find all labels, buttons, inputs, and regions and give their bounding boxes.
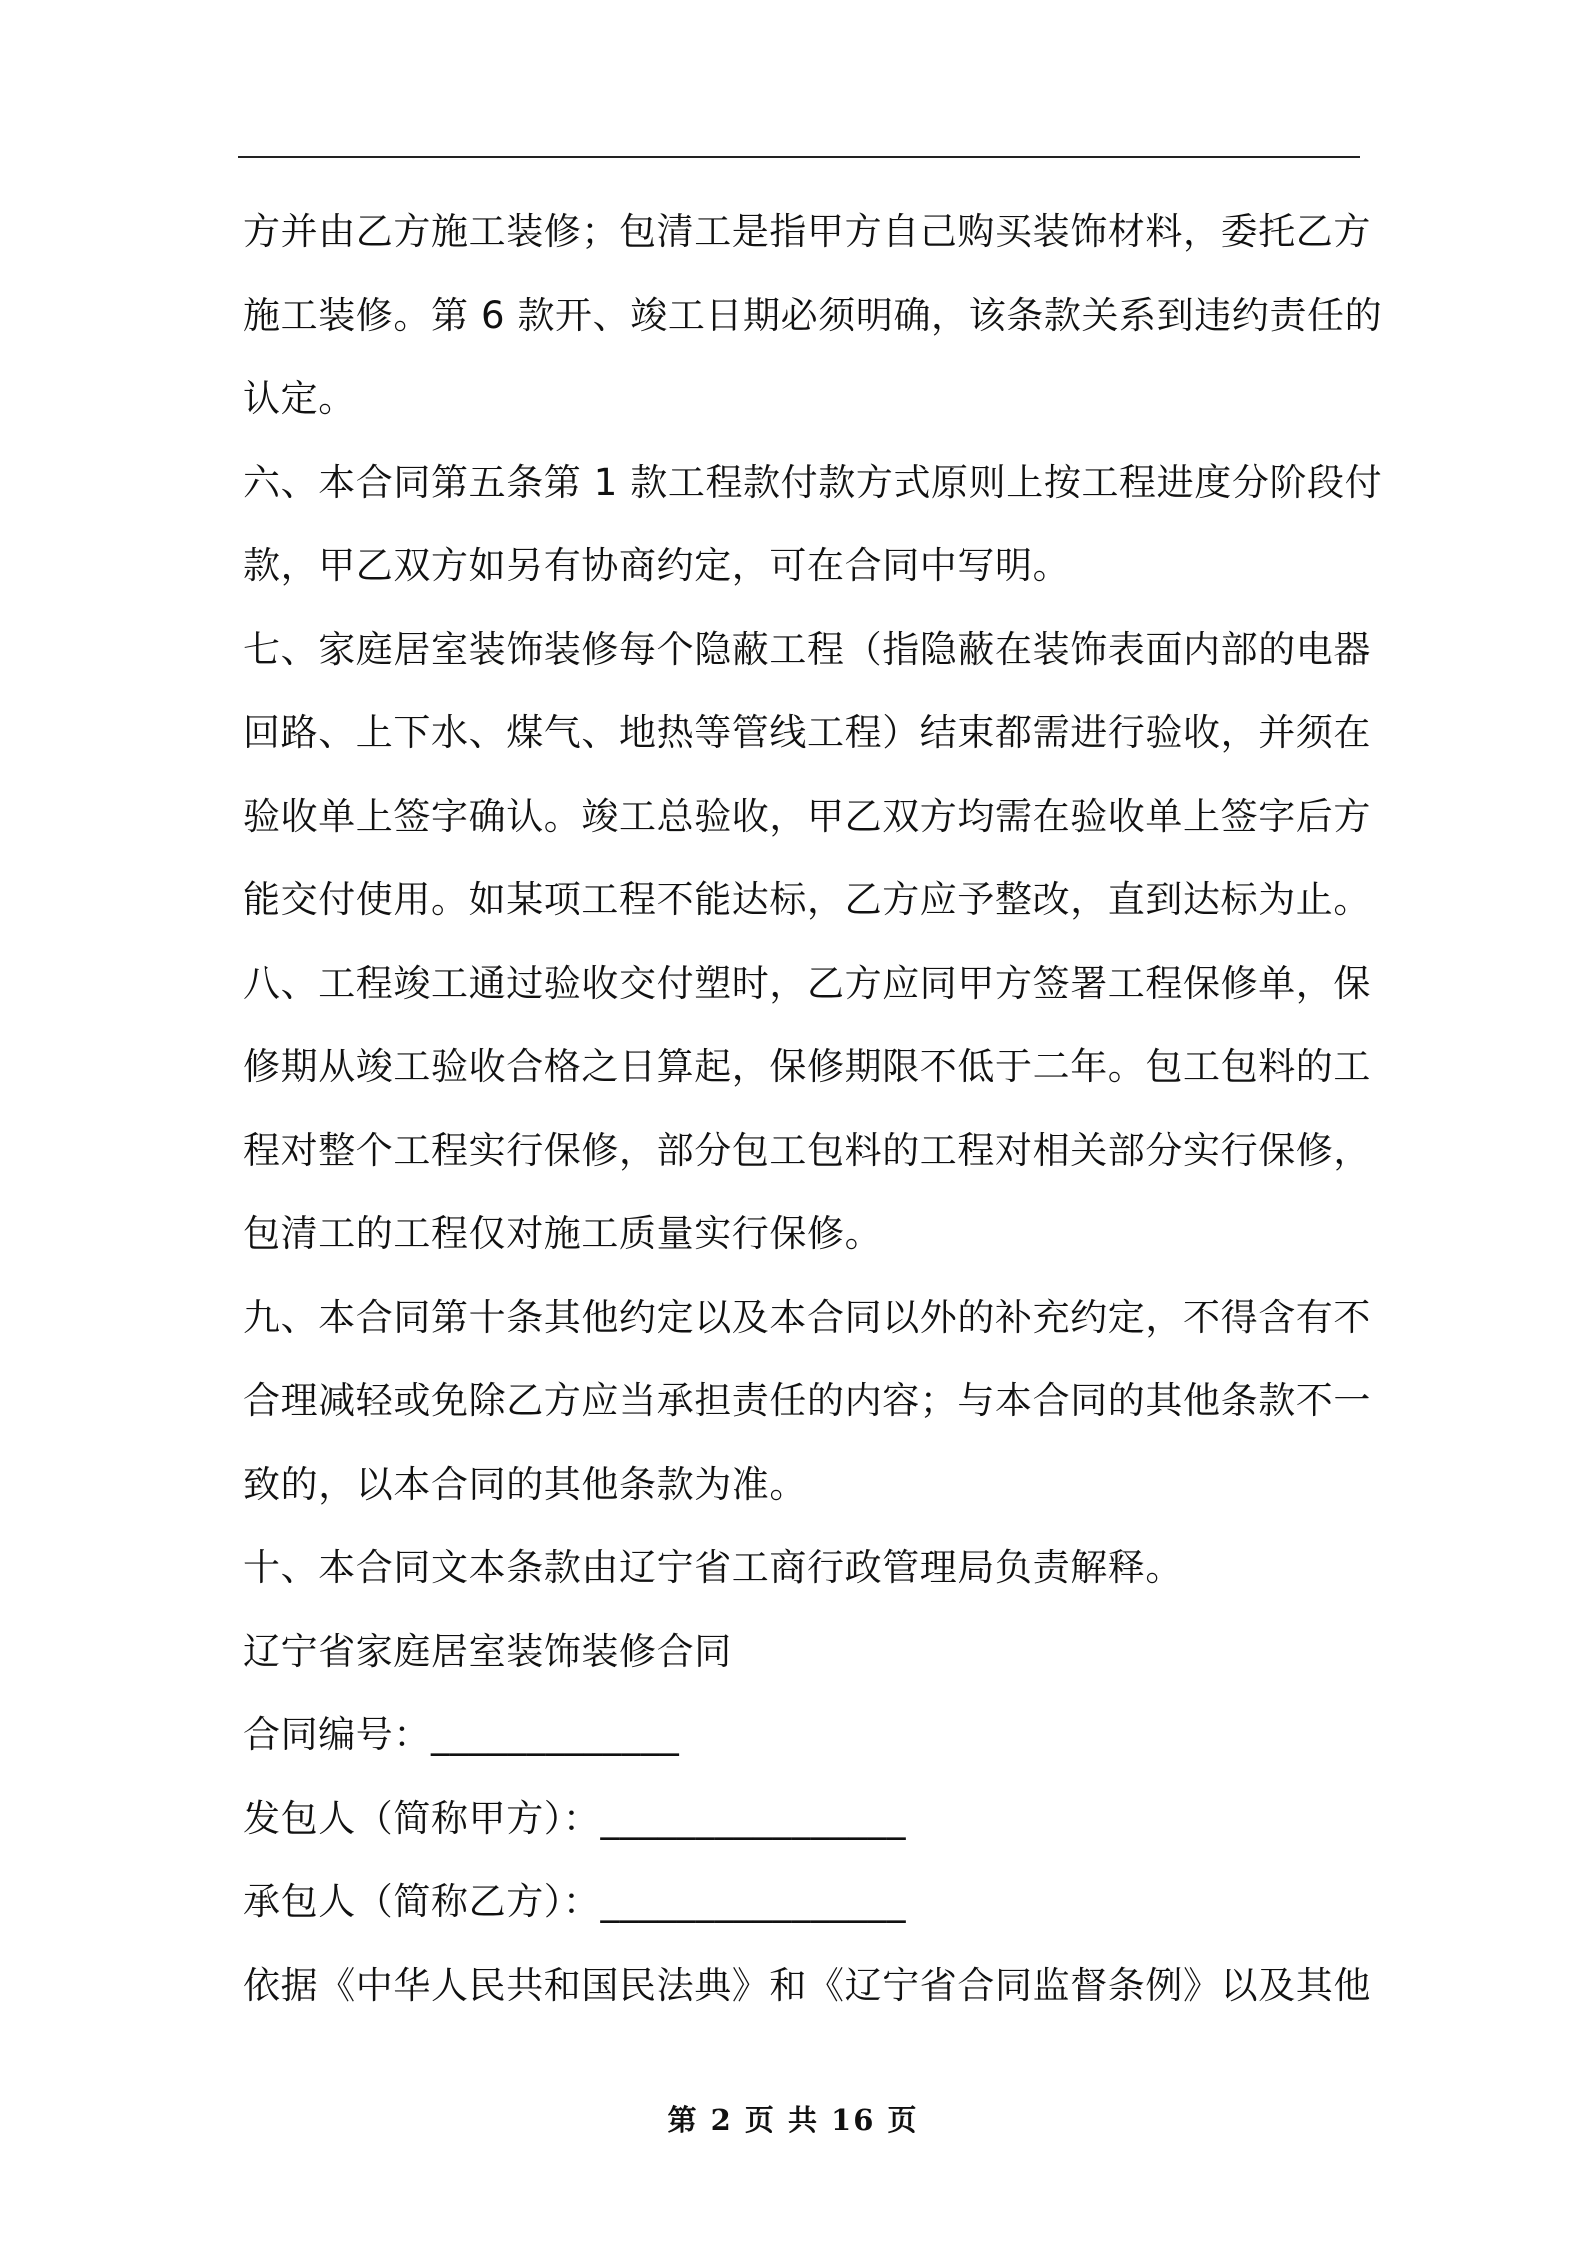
text-line: 十、本合同文本条款由辽宁省工商行政管理局负责解释。 [243,1546,1183,1589]
party-a-field: 发包人（简称甲方）：________________ [243,1796,907,1840]
text-line: 八、工程竣工通过验收交付塑时，乙方应同甲方签署工程保修单，保 [243,961,1371,1005]
section-title: 辽宁省家庭居室装饰装修合同 [243,1629,732,1673]
text-line: 致的，以本合同的其他条款为准。 [243,1462,807,1506]
text-line: 施工装修。第 6 款开、竣工日期必须明确，该条款关系到违约责任的 [243,293,1383,337]
text-line: 认定。 [243,377,356,420]
text-line: 回路、上下水、煤气、地热等管线工程）结束都需进行验收，并须在 [243,711,1371,754]
text-line: 款，甲乙双方如另有协商约定，可在合同中写明。 [243,544,1071,587]
party-b-field: 承包人（简称乙方）：________________ [243,1880,907,1923]
text-line: 合理减轻或免除乙方应当承担责任的内容；与本合同的其他条款不一 [243,1379,1371,1422]
document-body [243,190,1383,2027]
contract-number-field: 合同编号：_____________ [243,1713,680,1756]
text-line: 包清工的工程仅对施工质量实行保修。 [243,1212,883,1255]
text-line: 七、家庭居室装饰装修每个隐蔽工程（指隐蔽在装饰表面内部的电器 [243,627,1371,671]
text-line: 依据《中华人民共和国民法典》和《辽宁省合同监督条例》以及其他 [243,1963,1371,2007]
text-line: 六、本合同第五条第 1 款工程款付款方式原则上按工程进度分阶段付 [243,460,1383,504]
text-line: 能交付使用。如某项工程不能达标，乙方应予整改，直到达标为止。 [243,878,1371,921]
text-line: 程对整个工程实行保修，部分包工包料的工程对相关部分实行保修， [243,1128,1371,1172]
text-line: 修期从竣工验收合格之日算起，保修期限不低于二年。包工包料的工 [243,1045,1371,1088]
page-footer: 第 2 页 共 16 页 [667,2103,919,2137]
text-line: 验收单上签字确认。竣工总验收，甲乙双方均需在验收单上签字后方 [243,794,1371,838]
text-line: 九、本合同第十条其他约定以及本合同以外的补充约定，不得含有不 [243,1295,1371,1339]
header-rule [238,156,1360,158]
text-line: 方并由乙方施工装修；包清工是指甲方自己购买装饰材料，委托乙方 [243,210,1371,253]
